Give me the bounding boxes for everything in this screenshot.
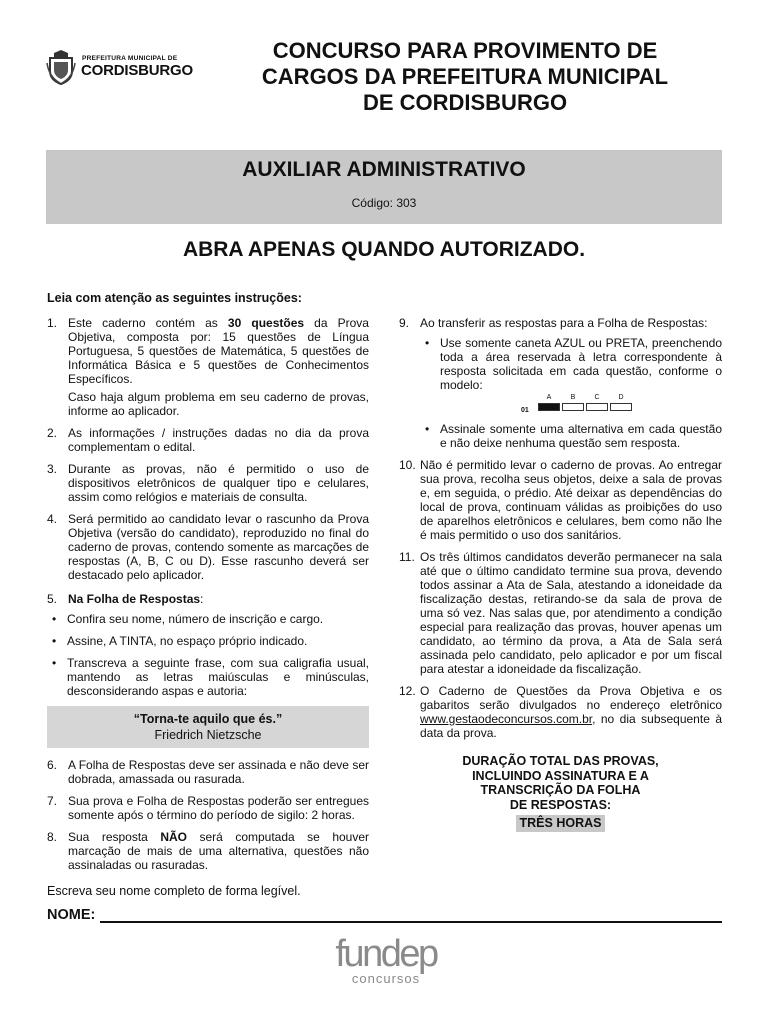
exam-title (205, 38, 725, 116)
sub-item (47, 656, 369, 698)
role-name: AUXILIAR ADMINISTRATIVO (242, 158, 526, 181)
website-link[interactable]: www.gestaodeconcursos.com.br (420, 712, 593, 726)
instruction-11 (399, 550, 722, 676)
item-number: 9. (399, 316, 410, 330)
name-label: NOME: (47, 907, 96, 923)
option-label: D (618, 394, 624, 401)
empty-bubble (610, 403, 632, 411)
instruction-9-subitems (420, 336, 722, 450)
bullet-icon: • (425, 336, 430, 350)
instruction-2 (47, 426, 369, 454)
fundep-logo (326, 934, 446, 994)
instruction-9 (399, 316, 722, 450)
bullet-icon: • (52, 634, 57, 648)
title-line-2: CARGOS DA PREFEITURA MUNICIPAL (261, 64, 669, 89)
text-bold: NÃO (160, 830, 188, 844)
duration-line: INCLUINDO ASSINATURA E A (472, 768, 649, 783)
answer-model (420, 394, 722, 416)
instruction-8-text (68, 830, 369, 872)
instruction-2-text: As informações / instruções dadas no dia da prova complementam o edital. (68, 426, 369, 454)
option-label: A (546, 394, 552, 401)
sub-item-text: Transcreva a seguinte frase, com sua caligrafia usual, mantendo as letras maiúsculas e minúsculas, desconsiderando aspas e autoria: (67, 656, 369, 698)
logo-line-2: CORDISBURGO (81, 62, 193, 79)
quote-text: “Torna-te aquilo que és.” (133, 712, 283, 726)
text-part: , no dia subsequente à data da prova. (420, 712, 722, 740)
instruction-7 (47, 794, 369, 822)
text-part: será computada se houver marcação de mais de uma alternativa, questões não assinaladas ou rasuradas. (68, 830, 370, 872)
bullet-icon: • (425, 422, 430, 436)
instruction-6-text: A Folha de Respostas deve ser assinada e não deve ser dobrada, amassada ou rasurada. (68, 758, 369, 786)
item-number: 6. (47, 758, 58, 772)
filled-bubble (538, 403, 560, 411)
instruction-9-text: Ao transferir as respostas para a Folha de Respostas: (420, 316, 708, 330)
bullet-icon: • (52, 656, 57, 670)
fundep-wordmark: fundep (335, 933, 437, 975)
instruction-5 (47, 592, 369, 698)
option-label: C (594, 394, 600, 401)
item-number: 1. (47, 316, 58, 330)
sub-item-text: Assinale somente uma alternativa em cada questão e não deixe nenhuma questão sem resposta. (440, 422, 722, 450)
instruction-1 (47, 316, 369, 418)
instruction-10-text: Não é permitido levar o caderno de provas. Ao entregar sua prova, recolha seus objetos, deixe a sala de provas e, em seguida, o prédio. Até deixar as dependências do local de prova, continuam válidas as proibições do uso de aparelhos eletrônicos e celulares, bem como não lhe é mais permitido o uso dos sanitários. (420, 458, 722, 542)
title-line-1: CONCURSO PARA PROVIMENTO DE (272, 38, 658, 63)
instruction-8 (47, 830, 369, 872)
item-number: 4. (47, 512, 58, 526)
duration-box (399, 754, 722, 832)
model-option-d (610, 394, 632, 411)
instruction-5-subitems (47, 612, 369, 698)
sub-item (47, 612, 369, 626)
instruction-6 (47, 758, 369, 786)
model-option-b (562, 394, 584, 411)
duration-hours: TRÊS HORAS (516, 815, 606, 832)
item-number: 2. (47, 426, 58, 440)
text-part: : (200, 592, 204, 606)
instruction-3 (47, 462, 369, 504)
empty-bubble (562, 403, 584, 411)
text-bold: 30 questões (227, 316, 305, 330)
crest-icon (46, 49, 76, 85)
instruction-10 (399, 458, 722, 542)
quote-box (47, 706, 369, 748)
name-field[interactable] (47, 907, 722, 927)
item-number: 10. (399, 458, 416, 472)
item-number: 5. (47, 592, 58, 606)
instruction-1-note: Caso haja algum problema em seu caderno de provas, informe ao aplicador. (68, 390, 369, 418)
item-number: 8. (47, 830, 58, 844)
instruction-12-text (420, 684, 722, 740)
text-part: O Caderno de Questões da Prova Objetiva e os gabaritos serão divulgados no endereço eletrônico (420, 684, 722, 712)
sub-item (420, 422, 722, 450)
prefeitura-logo (44, 46, 204, 90)
item-number: 11. (399, 550, 415, 564)
bullet-icon: • (52, 612, 57, 626)
text-part: da Prova Objetiva, composta por: 15 questões de Língua Portuguesa, 5 questões de Matemática, 5 questões de Informática Básica e 5 questões de Conhecimentos Específicos. (68, 316, 369, 386)
model-option-a (538, 394, 560, 411)
role-code: Código: 303 (351, 196, 417, 210)
fundep-subtitle: concursos (351, 971, 421, 986)
sub-item (420, 336, 722, 392)
instruction-11-text: Os três últimos candidatos deverão permanecer na sala até que o último candidato termine sua prova, devendo todos assinar a Ata de Sala, atestando a idoneidade da fiscalização destas, retirando-se da sala de prova de uma só vez. Nas salas que, por atendimento a condição especial para realização das provas, houver apenas um candidato, ao término da prova, a Ata de Sala será assinada pelo candidato, pelo aplicador e por um fiscal para atestar a idoneidade da fiscalização. (420, 550, 722, 676)
text-bold: Na Folha de Respostas (68, 592, 201, 606)
duration-line: TRANSCRIÇÃO DA FOLHA (480, 783, 641, 797)
item-number: 3. (47, 462, 58, 476)
instructions-left-column (47, 316, 369, 880)
duration-line: DE RESPOSTAS: (509, 797, 612, 812)
sub-item (47, 634, 369, 648)
duration-line: DURAÇÃO TOTAL DAS PROVAS, (462, 754, 659, 768)
open-warning: ABRA APENAS QUANDO AUTORIZADO. (182, 238, 586, 261)
name-underline[interactable] (100, 921, 722, 923)
item-number: 12. (399, 684, 416, 698)
instructions-intro: Leia com atenção as seguintes instruções: (47, 291, 302, 305)
sub-item-text: Use somente caneta AZUL ou PRETA, preenchendo toda a área reservada à letra correspondente à resposta solicitada em cada questão, conforme o modelo: (440, 336, 722, 392)
model-question-number: 01 (521, 407, 529, 414)
role-banner (46, 150, 722, 224)
option-label: B (570, 394, 576, 401)
text-part: Sua resposta (68, 830, 161, 844)
empty-bubble (586, 403, 608, 411)
instruction-3-text: Durante as provas, não é permitido o uso de dispositivos eletrônicos de qualquer tipo e celulares, assim como relógios e materiais de consulta. (68, 462, 369, 504)
instruction-12 (399, 684, 722, 740)
instruction-4-text: Será permitido ao candidato levar o rascunho da Prova Objetiva (versão do candidato), reproduzido no final do caderno de provas, contendo somente as marcações de respostas (A, B, C ou D). Esse rascunho deverá ser destacado pelo aplicador. (68, 512, 369, 582)
instruction-7-text: Sua prova e Folha de Respostas poderão ser entregues somente após o término do período de sigilo: 2 horas. (68, 794, 369, 822)
title-line-3: DE CORDISBURGO (362, 90, 568, 115)
item-number: 7. (47, 794, 58, 808)
instruction-1-text (68, 316, 369, 386)
sub-item-text: Confira seu nome, número de inscrição e cargo. (67, 612, 324, 626)
logo-line-1: PREFEITURA MUNICIPAL DE (82, 55, 178, 62)
instruction-5-title (68, 592, 369, 606)
name-instruction: Escreva seu nome completo de forma legível. (47, 884, 301, 898)
instruction-4 (47, 512, 369, 582)
sub-item-text: Assine, A TINTA, no espaço próprio indicado. (67, 634, 308, 648)
instructions-right-column (399, 316, 722, 832)
text-part: Este caderno contém as (68, 316, 228, 330)
quote-author: Friedrich Nietzsche (154, 728, 262, 742)
model-option-c (586, 394, 608, 411)
